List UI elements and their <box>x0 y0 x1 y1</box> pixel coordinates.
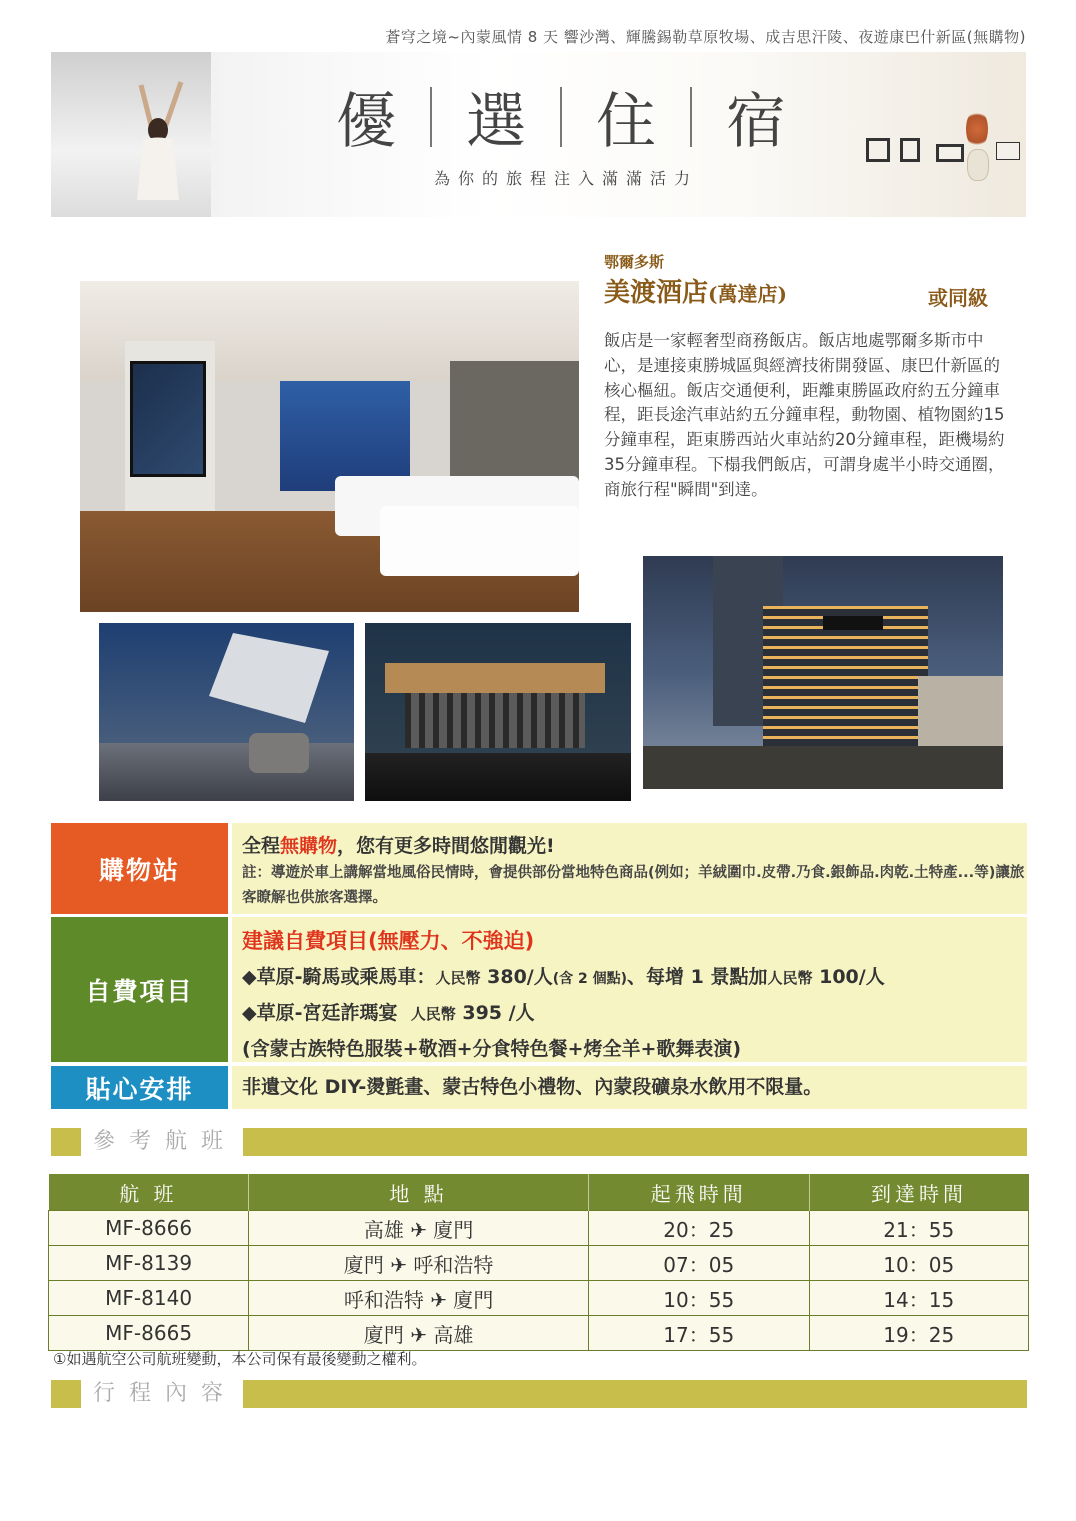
banquet-price: 395 /人 <box>455 1002 535 1024</box>
shopping-headline <box>242 831 1027 858</box>
currency-label: 人民幣 <box>435 969 481 987</box>
flight-number: MF-8140 <box>49 1281 249 1316</box>
banquet-item-name: ◆草原-宮廷詐瑪宴 <box>242 1002 398 1024</box>
currency-label: 人民幣 <box>410 1005 456 1023</box>
route-from: 廈門 <box>343 1252 384 1277</box>
horse-extra: 、每增 1 景點加 <box>627 966 768 988</box>
route-to: 廈門 <box>453 1287 494 1312</box>
optional-tours-body <box>232 917 1027 1062</box>
optional-headline: 建議自費項目(無壓力、不強迫) <box>242 929 535 953</box>
banquet-includes: (含蒙古族特色服裝+敬酒+分食特色餐+烤全羊+歌舞表演) <box>242 1038 742 1060</box>
hotel-name-main: 美渡酒店 <box>604 278 709 308</box>
shopping-body <box>232 823 1027 914</box>
hotel-name <box>604 272 787 309</box>
departure-time: 10：55 <box>588 1281 809 1316</box>
hotel-branch: (萬達店) <box>708 282 787 306</box>
horse-extra-price: 100/人 <box>812 966 885 988</box>
shopping-label: 購物站 <box>51 823 228 914</box>
banner-title-char: 選 <box>466 87 526 157</box>
flight-route <box>249 1281 589 1316</box>
route-to: 廈門 <box>433 1217 474 1242</box>
flight-number: MF-8139 <box>49 1246 249 1281</box>
shopping-note: 註：導遊於車上講解當地風俗民情時，會提供部份當地特色商品(例如；羊絨圍巾.皮帶.乃食.銀飾品.肉乾.土特產...等)讓旅客瞭解也供旅客選擇。 <box>242 865 1025 906</box>
no-shopping-highlight: 無購物 <box>280 835 338 857</box>
table-row <box>49 1211 1029 1246</box>
itinerary-section-header <box>51 1380 1027 1408</box>
flight-route <box>249 1246 589 1281</box>
trip-title: 蒼穹之境~內蒙風情 8 天 響沙灣、輝騰錫勒草原牧場、成吉思汗陵、夜遊康巴什新區(無購物) <box>385 28 1026 46</box>
column-header: 到達時間 <box>809 1174 1028 1211</box>
shopping-headline-post: ，您有更多時間悠閒觀光! <box>337 835 555 857</box>
flight-number: MF-8666 <box>49 1211 249 1246</box>
arrival-time: 21：55 <box>809 1211 1028 1246</box>
arrival-time: 19：25 <box>809 1316 1028 1351</box>
flight-change-note: ①如遇航空公司航班變動，本公司保有最後變動之權利。 <box>53 1350 427 1368</box>
airplane-icon: ✈ <box>390 1252 407 1277</box>
flights-section-title: 參考航班 <box>81 1128 243 1156</box>
flights-header-row <box>49 1174 1029 1211</box>
arrival-time: 14：15 <box>809 1281 1028 1316</box>
column-header: 航 班 <box>49 1174 249 1211</box>
banner-subtitle: 為你的旅程注入滿滿活力 <box>433 169 698 188</box>
horse-includes: (含 2 個點) <box>552 971 628 987</box>
route-to: 呼和浩特 <box>413 1252 494 1277</box>
departure-time: 20：25 <box>588 1211 809 1246</box>
shopping-row <box>51 823 1027 914</box>
itinerary-section-title: 行程內容 <box>81 1380 243 1408</box>
horse-item-name: ◆草原-騎馬或乘馬車： <box>242 966 436 988</box>
care-row <box>51 1066 1027 1109</box>
route-to: 高雄 <box>433 1322 474 1347</box>
flight-number: MF-8665 <box>49 1316 249 1351</box>
title-divider <box>430 87 432 147</box>
flights-table <box>48 1174 1029 1351</box>
or-equivalent-label: 或同級 <box>928 286 988 310</box>
flights-section-header <box>51 1128 1027 1156</box>
stretching-woman-image <box>121 80 191 200</box>
table-row <box>49 1316 1029 1351</box>
arrival-time: 10：05 <box>809 1246 1028 1281</box>
optional-item-banquet <box>242 998 1027 1025</box>
care-text: 非遺文化 DIY-燙氈畫、蒙古特色小禮物、內蒙段礦泉水飲用不限量。 <box>232 1066 1027 1109</box>
care-label: 貼心安排 <box>51 1066 228 1109</box>
hotel-room-photo <box>80 281 579 612</box>
banner-title-char: 優 <box>336 87 396 157</box>
decor-frames-image <box>866 134 1026 194</box>
optional-tours-label: 自費項目 <box>51 917 228 1062</box>
hotel-restaurant-photo <box>365 623 631 801</box>
hotel-lobby-photo <box>99 623 354 801</box>
accommodation-banner <box>51 52 1026 217</box>
banner-title-char: 宿 <box>726 87 786 157</box>
route-from: 呼和浩特 <box>343 1287 424 1312</box>
hotel-city: 鄂爾多斯 <box>604 253 665 271</box>
route-from: 廈門 <box>363 1322 404 1347</box>
optional-item-horse <box>242 962 1027 989</box>
table-row <box>49 1246 1029 1281</box>
column-header: 起飛時間 <box>588 1174 809 1211</box>
departure-time: 07：05 <box>588 1246 809 1281</box>
hotel-description: 飯店是一家輕奢型商務飯店。飯店地處鄂爾多斯市中心，是連接東勝城區與經濟技術開發區、康巴什新區的核心樞紐。飯店交通便利，距離東勝區政府約五分鐘車程，距長途汽車站約五分鐘車程，動物園、植物園約15分鐘車程，距東勝西站火車站約20分鐘車程，距機場約35分鐘車程。下榻我們飯店，可謂身處半小時交通圈，商旅行程"瞬間"到達。 <box>604 331 1005 499</box>
title-divider <box>690 87 692 147</box>
shopping-headline-pre: 全程 <box>242 835 281 857</box>
airplane-icon: ✈ <box>430 1287 447 1312</box>
banner-title <box>336 82 786 157</box>
column-header: 地 點 <box>249 1174 589 1211</box>
flight-route <box>249 1316 589 1351</box>
table-row <box>49 1281 1029 1316</box>
departure-time: 17：55 <box>588 1316 809 1351</box>
optional-tours-row <box>51 917 1027 1062</box>
hotel-exterior-photo <box>643 556 1003 789</box>
airplane-icon: ✈ <box>410 1217 427 1242</box>
title-divider <box>560 87 562 147</box>
flight-route <box>249 1211 589 1246</box>
airplane-icon: ✈ <box>410 1322 427 1347</box>
horse-price: 380/人 <box>480 966 553 988</box>
currency-label: 人民幣 <box>767 969 813 987</box>
banner-title-char: 住 <box>596 87 656 157</box>
route-from: 高雄 <box>363 1217 404 1242</box>
